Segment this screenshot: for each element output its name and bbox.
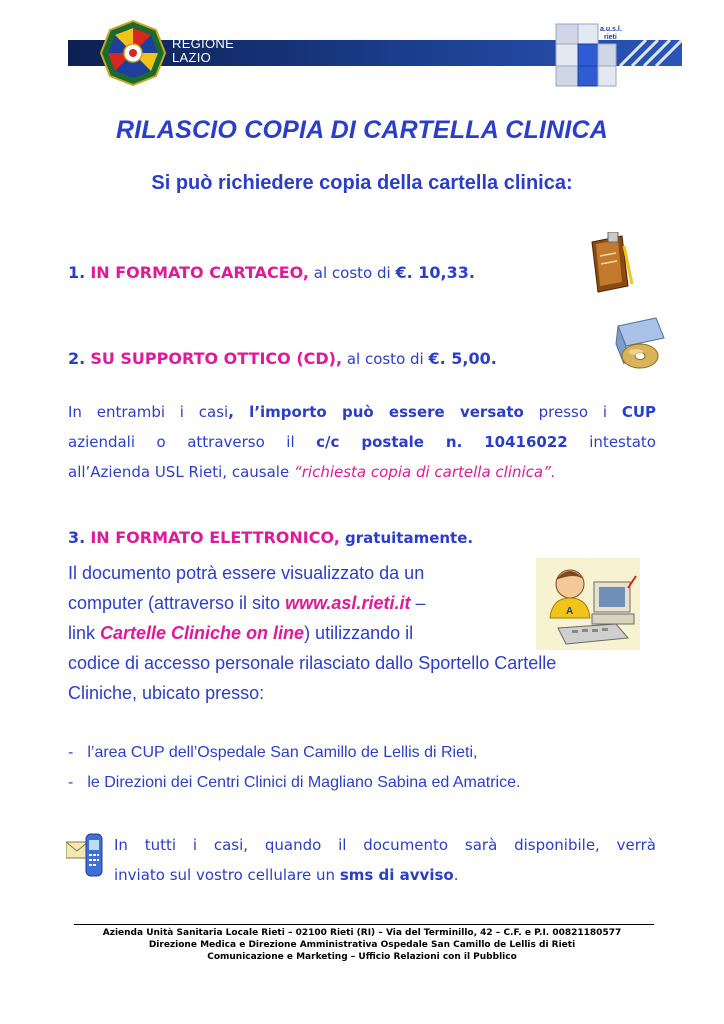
footer-line3: Comunicazione e Marketing – Ufficio Relazioni con il Pubblico [207, 952, 517, 962]
item1-number: 1. [68, 263, 86, 282]
cartelle-online-link[interactable]: Cartelle Cliniche on line [100, 623, 305, 643]
payment-line2: aziendali o attraverso il c/c postale n. 10416022 intestato [68, 433, 656, 451]
item-cartaceo [68, 263, 475, 282]
paper-folder-icon [588, 232, 636, 294]
person-computer-icon [536, 558, 640, 650]
sms-line1: In tutti i casi, quando il documento sarà disponibile, verrà [114, 836, 656, 854]
footer-divider [74, 924, 654, 925]
website-link[interactable]: www.asl.rieti.it [285, 593, 411, 613]
payment-paragraph [68, 397, 656, 487]
item1-cost-text: al costo di [309, 264, 396, 282]
item2-cost-text: al costo di [342, 350, 429, 368]
page-subtitle: Si può richiedere copia della cartella clinica: [151, 172, 573, 194]
electronic-line1: Il documento potrà essere visualizzato da un [68, 563, 425, 583]
cd-case-icon [612, 312, 668, 376]
list-item: - le Direzioni dei Centri Clinici di Magliano Sabina ed Amatrice. [68, 774, 521, 791]
footer [0, 927, 724, 963]
ausl-rieti-logo-icon [554, 22, 624, 88]
electronic-paragraph [68, 558, 556, 708]
ausl-line2: rieti [604, 34, 617, 41]
payment-line1: In entrambi i casi, l’importo può essere versato presso i CUP [68, 403, 657, 421]
footer-line1: Azienda Unità Sanitaria Locale Rieti – 02100 Rieti (RI) – Via del Terminillo, 42 – C.F. e P.I. 00821180577 [102, 928, 622, 938]
electronic-line4: codice di accesso personale rilasciato dallo Sportello Cartelle [68, 653, 557, 673]
electronic-line3: link Cartelle Cliniche on line) utilizzando il [68, 623, 414, 643]
item2-number: 2. [68, 349, 86, 368]
svg-text:A: A [566, 606, 574, 617]
region-line1: REGIONE [172, 36, 235, 51]
footer-line2: Direzione Medica e Direzione Amministrativa Ospedale San Camillo de Lellis di Rieti [148, 940, 576, 950]
item2-label: SU SUPPORTO OTTICO (CD), [90, 349, 343, 368]
item1-price: €. 10,33. [395, 263, 475, 282]
regione-lazio-logo-text [172, 37, 234, 65]
item2-price: €. 5,00. [428, 349, 497, 368]
item-ottico [68, 349, 497, 368]
list-item: - l’area CUP dell’Ospedale San Camillo de Lellis di Rieti, [68, 744, 478, 761]
item1-label: IN FORMATO CARTACEO, [90, 263, 310, 282]
region-line2: LAZIO [172, 50, 212, 65]
item3-number: 3. [68, 528, 86, 547]
ausl-line1: a.u.s.l. [600, 26, 622, 33]
page-title: RILASCIO COPIA DI CARTELLA CLINICA [116, 116, 608, 144]
item3-label: IN FORMATO ELETTRONICO, [90, 528, 340, 547]
item3-cost: gratuitamente. [339, 529, 474, 547]
sms-paragraph [114, 830, 656, 890]
electronic-line5: Cliniche, ubicato presso: [68, 683, 265, 703]
mobile-sms-icon [66, 832, 108, 880]
electronic-line2: computer (attraverso il sito www.asl.rieti.it – [68, 593, 426, 613]
sms-line2: inviato sul vostro cellulare un sms di avviso. [114, 866, 459, 884]
payment-line3: all’Azienda USL Rieti, causale “richiesta copia di cartella clinica”. [68, 463, 556, 481]
locations-list [68, 738, 520, 798]
regione-lazio-crest-icon [100, 20, 166, 86]
item-elettronico [68, 528, 473, 547]
